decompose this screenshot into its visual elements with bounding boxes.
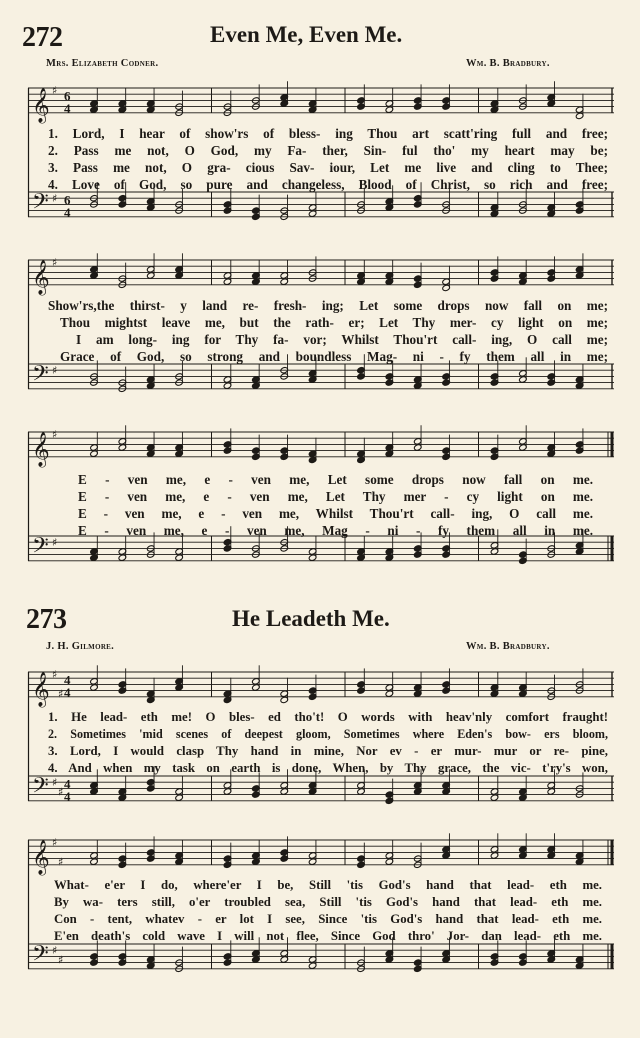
composer-credit: Wm. B. Bradbury. <box>466 641 550 652</box>
time-signature: 4 <box>64 684 71 700</box>
time-signature: 4 <box>64 776 71 792</box>
bass-clef-icon: 𝄢 <box>32 773 49 804</box>
time-signature: 4 <box>64 672 71 688</box>
verse-lyrics <box>48 125 608 193</box>
lyric-line: 1. Lord, I hear of show'rs of bless- ing Thou art scatt'ring full and free; <box>48 126 608 141</box>
lyric-line: 2. Sometimes 'mid scenes of deepest gloom, Sometimes where Eden's bow- ers bloom, <box>48 727 608 741</box>
treble-clef-icon: 𝄞 <box>32 259 50 295</box>
bass-clef-icon: 𝄢 <box>32 533 49 564</box>
sharp-icon: ♯ <box>58 953 64 967</box>
time-signature: 4 <box>64 788 71 804</box>
lyric-line: E - ven me, e - ven me, Whilst Thou'rt call- ing, O call me. <box>78 506 593 521</box>
lyric-line: What- e'er I do, where'er I be, Still 'tis God's hand that lead- eth me. <box>54 878 602 892</box>
time-signature: 6 <box>64 88 71 104</box>
treble-clef-icon: 𝄞 <box>32 431 50 467</box>
lyric-line: 3. Lord, I would clasp Thy hand in mine, Nor ev - er mur- mur or re- pine, <box>48 744 608 758</box>
verse-lyrics <box>48 297 608 365</box>
refrain-lyrics <box>48 471 593 539</box>
lyric-line: 4. Love of God, so pure and changeless, Blood of Christ, so rich and free; <box>48 177 608 192</box>
lyricist-credit: Mrs. Elizabeth Codner. <box>46 58 159 69</box>
lyric-line: 1. He lead- eth me! O bles- ed tho't! O words with heav'nly comfort fraught! <box>48 710 608 724</box>
sharp-icon: ♯ <box>52 536 58 550</box>
sharp-icon: ♯ <box>58 855 64 869</box>
lyric-line: 3. Pass me not, O gra- cious Sav- iour, Let me live and cling to Thee; <box>48 160 608 175</box>
lyric-line: Grace of God, so strong and boundless Mag- ni - fy them all in me; <box>60 349 608 364</box>
time-signature: 4 <box>64 204 71 220</box>
bass-clef-icon: 𝄢 <box>32 941 49 972</box>
treble-clef-icon: 𝄞 <box>32 839 50 875</box>
sharp-icon: ♯ <box>58 785 64 799</box>
lyric-line: Show'rs,the thirst- y land re- fresh- ing; Let some drops now fall on me; <box>48 298 608 313</box>
sharp-icon: ♯ <box>52 428 58 441</box>
sharp-icon: ♯ <box>58 687 64 701</box>
time-signature: 6 <box>64 192 71 208</box>
treble-clef-icon: 𝄞 <box>32 87 50 123</box>
sharp-icon: ♯ <box>52 944 58 958</box>
lyric-line: E'en death's cold wave I will not flee, Since God thro' Jor- dan lead- eth me. <box>54 929 602 943</box>
lyric-line: Con - tent, whatev - er lot I see, Since 'tis God's hand that lead- eth me. <box>54 912 602 926</box>
bass-clef-icon: 𝄢 <box>32 361 49 392</box>
hymn-title: He Leadeth Me. <box>232 606 390 631</box>
hymn-number: 273 <box>26 604 67 635</box>
composer-credit: Wm. B. Bradbury. <box>466 58 550 69</box>
sharp-icon: ♯ <box>52 776 58 790</box>
lyricist-credit: J. H. Gilmore. <box>46 641 115 652</box>
lyric-line: E - ven me, e - ven me, Let some drops now fall on me. <box>78 472 593 487</box>
lyric-line: E - ven me, e - ven me, Mag - ni - fy them all in me. <box>78 523 593 538</box>
sharp-icon: ♯ <box>52 84 58 97</box>
bass-clef-icon: 𝄢 <box>32 189 49 220</box>
verse-lyrics <box>54 877 602 945</box>
hymn-number: 272 <box>22 22 63 53</box>
time-signature: 4 <box>64 100 71 116</box>
hymn-title: Even Me, Even Me. <box>210 22 403 47</box>
sharp-icon: ♯ <box>52 836 58 849</box>
treble-clef-icon: 𝄞 <box>32 671 50 707</box>
lyric-line: E - ven me, e - ven me, Let Thy mer - cy light on me. <box>78 489 593 504</box>
lyric-line: By wa- ters still, o'er troubled sea, Still 'tis God's hand that lead- eth me. <box>54 895 602 909</box>
lyric-line: Thou mightst leave me, but the rath- er; Let Thy mer- cy light on me; <box>60 315 608 330</box>
lyric-line: 4. And when my task on earth is done, When, by Thy grace, the vic- t'ry's won, <box>48 761 608 775</box>
lyric-line: I am long- ing for Thy fa- vor; Whilst Thou'rt call- ing, O call me; <box>76 332 608 347</box>
sharp-icon: ♯ <box>52 192 58 206</box>
sharp-icon: ♯ <box>52 668 58 681</box>
sharp-icon: ♯ <box>52 364 58 378</box>
lyric-line: 2. Pass me not, O God, my Fa- ther, Sin- ful tho' my heart may be; <box>48 143 608 158</box>
sharp-icon: ♯ <box>52 256 58 269</box>
verse-lyrics <box>48 709 608 777</box>
